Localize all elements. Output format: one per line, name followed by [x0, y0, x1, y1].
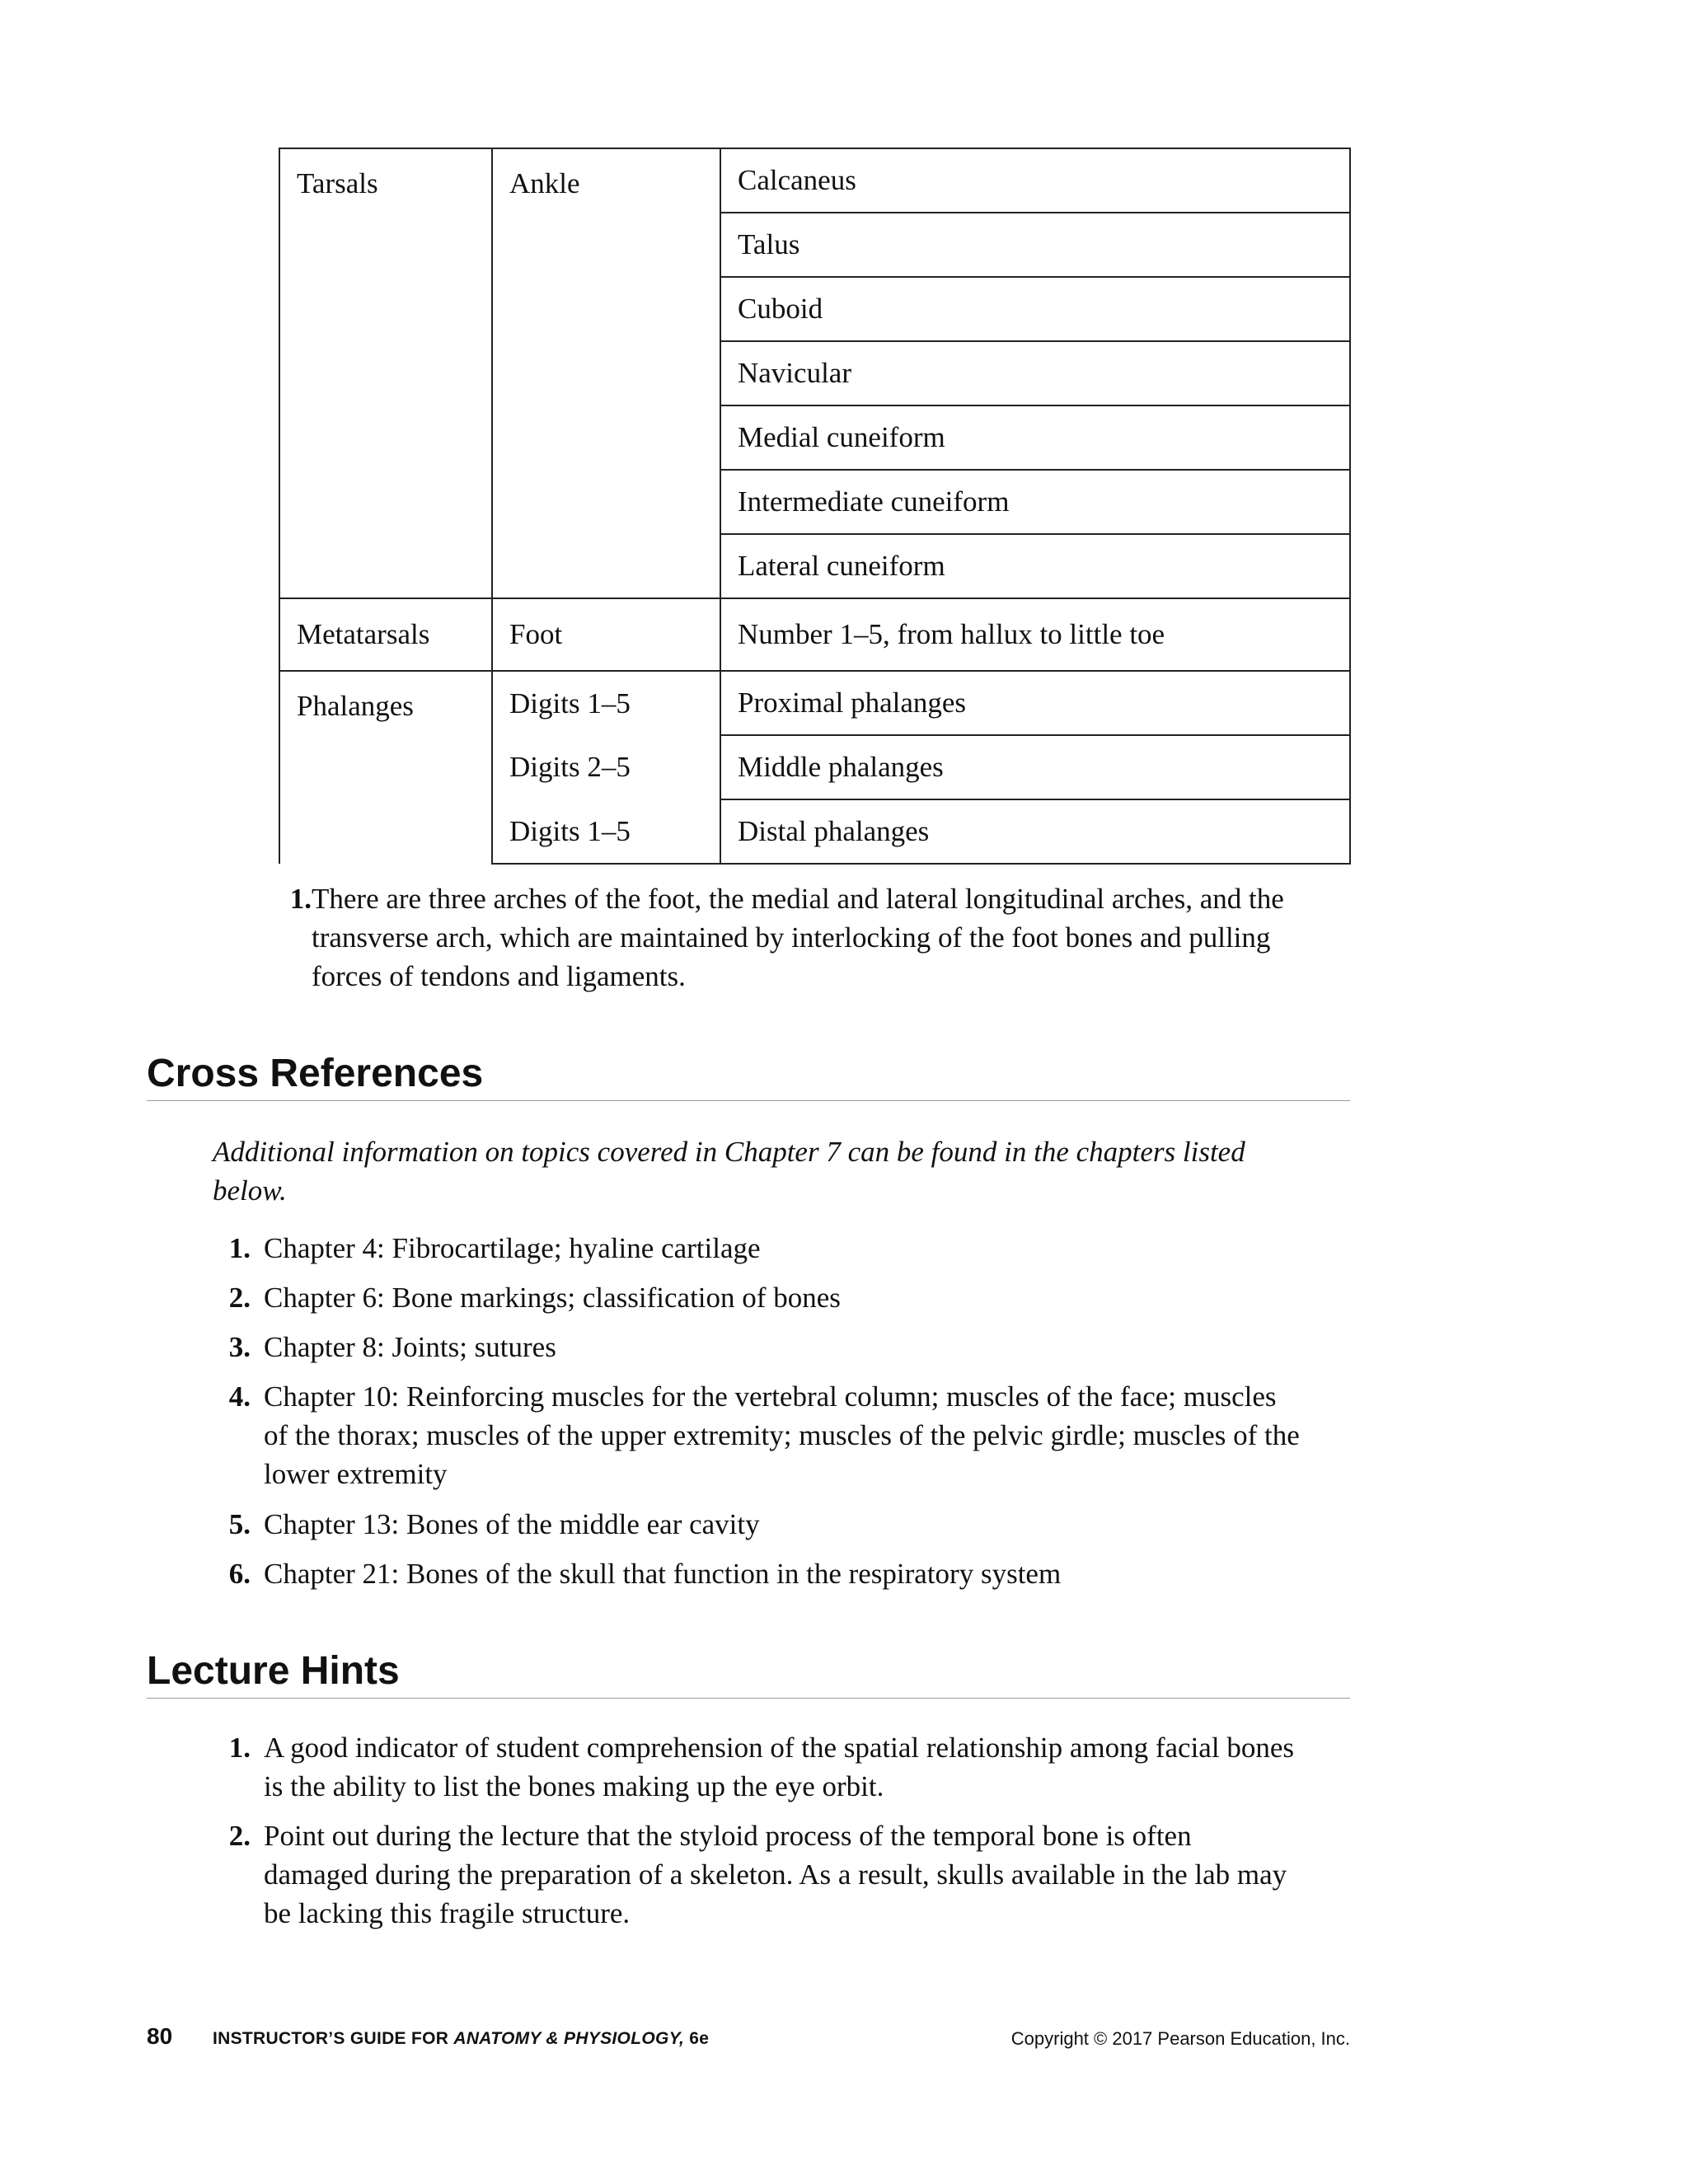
list-line: is the ability to list the bones making up the eye orbit.: [264, 1770, 884, 1802]
table-row: [279, 598, 1350, 671]
table-cell-detail: Number 1–5, from hallux to little toe: [720, 598, 1350, 671]
table-cell-detail: Medial cuneiform: [720, 405, 1350, 470]
footer-title-prefix: INSTRUCTOR’S GUIDE FOR: [213, 2029, 454, 2048]
table-cell-detail: Navicular: [720, 341, 1350, 405]
intro-line: below.: [213, 1174, 287, 1207]
table-row: [279, 671, 1350, 735]
section-heading-cross-references: Cross References: [147, 1051, 1350, 1101]
list-line: Point out during the lecture that the styloid process of the temporal bone is often: [264, 1820, 1192, 1852]
list-line: Chapter 6: Bone markings; classification of bones: [264, 1282, 841, 1314]
list-number: 1.: [289, 883, 312, 915]
list-number: 1.: [228, 1232, 251, 1264]
page-number: 80: [147, 2023, 173, 2049]
list-number: 3.: [228, 1331, 251, 1363]
table-cell-detail: Proximal phalanges: [720, 671, 1350, 735]
table-cell-detail: Middle phalanges: [720, 735, 1350, 799]
footer-title-italic: ANATOMY & PHYSIOLOGY,: [453, 2029, 685, 2048]
arches-note: [279, 879, 1350, 996]
list-line: Chapter 13: Bones of the middle ear cavity: [264, 1508, 760, 1540]
table-cell-region: Digits 1–5: [492, 799, 720, 864]
table-cell-detail: Distal phalanges: [720, 799, 1350, 864]
list-item: [213, 1554, 1350, 1593]
note-line: forces of tendons and ligaments.: [312, 960, 686, 992]
running-footer-title: [213, 2029, 709, 2049]
section-heading-lecture-hints: Lecture Hints: [147, 1648, 1350, 1699]
cross-references-intro: [213, 1132, 1342, 1210]
foot-bones-table: [279, 148, 1351, 865]
table-cell-region: Ankle: [492, 148, 720, 598]
list-line: of the thorax; muscles of the upper extremity; muscles of the pelvic girdle; muscles of the: [264, 1419, 1300, 1451]
list-item: [213, 1377, 1350, 1493]
table-cell-region: Digits 1–5: [492, 671, 720, 735]
list-line: Chapter 10: Reinforcing muscles for the vertebral column; muscles of the face; muscles: [264, 1380, 1277, 1413]
list-item: [213, 1229, 1350, 1268]
table-cell-detail: Calcaneus: [720, 148, 1350, 213]
list-line: be lacking this fragile structure.: [264, 1897, 631, 1929]
list-number: 6.: [228, 1558, 251, 1590]
list-number: 5.: [228, 1508, 251, 1540]
list-item: [213, 1328, 1350, 1366]
footer-title-suffix: 6e: [684, 2029, 710, 2048]
table-cell-group: Tarsals: [279, 148, 492, 598]
list-number: 1.: [228, 1732, 251, 1764]
table-cell-detail: Talus: [720, 213, 1350, 277]
list-line: lower extremity: [264, 1458, 448, 1490]
intro-line: Additional information on topics covered in Chapter 7 can be found in the chapters listed: [213, 1136, 1245, 1168]
table-cell-detail: Intermediate cuneiform: [720, 470, 1350, 534]
table-cell-group: Phalanges: [279, 671, 492, 864]
list-number: 4.: [228, 1380, 251, 1413]
list-line: A good indicator of student comprehension of the spatial relationship among facial bones: [264, 1732, 1294, 1764]
copyright-notice: Copyright © 2017 Pearson Education, Inc.: [1010, 2028, 1350, 2049]
list-number: 2.: [228, 1820, 251, 1852]
table-cell-group: Metatarsals: [279, 598, 492, 671]
list-item: [213, 1728, 1350, 1806]
table-row: [279, 148, 1350, 213]
list-line: Chapter 8: Joints; sutures: [264, 1331, 556, 1363]
list-line: damaged during the preparation of a skeleton. As a result, skulls available in the lab may: [264, 1858, 1287, 1891]
table-cell-region: Foot: [492, 598, 720, 671]
list-item: [213, 1505, 1350, 1544]
note-line: transverse arch, which are maintained by interlocking of the foot bones and pulling: [312, 921, 1271, 954]
list-line: Chapter 4: Fibrocartilage; hyaline cartilage: [264, 1232, 761, 1264]
table-cell-detail: Lateral cuneiform: [720, 534, 1350, 598]
table-cell-region: Digits 2–5: [492, 735, 720, 799]
list-item: [213, 1278, 1350, 1317]
list-number: 2.: [228, 1282, 251, 1314]
list-line: Chapter 21: Bones of the skull that function in the respiratory system: [264, 1558, 1062, 1590]
note-line: There are three arches of the foot, the medial and lateral longitudinal arches, and the: [312, 883, 1284, 915]
table-cell-detail: Cuboid: [720, 277, 1350, 341]
list-item: [213, 1816, 1350, 1933]
